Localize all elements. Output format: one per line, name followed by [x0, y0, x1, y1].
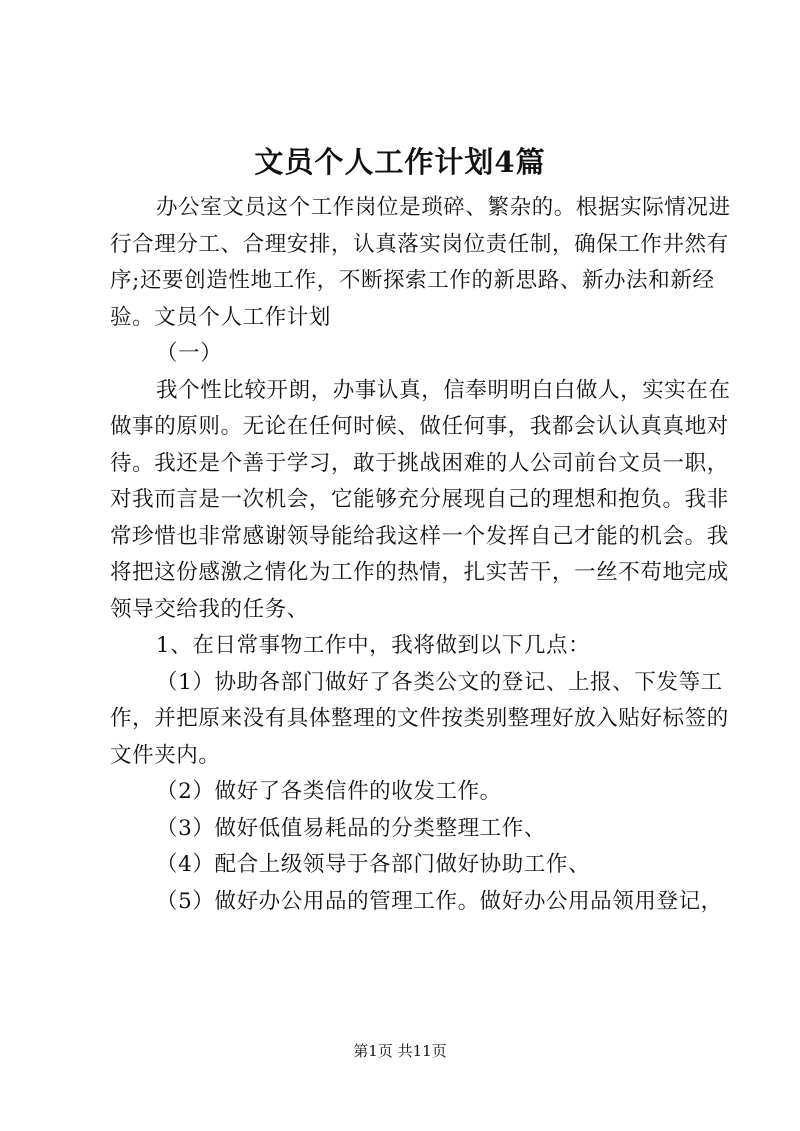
body-line: 作，并把原来没有具体整理的文件按类别整理好放入贴好标签的	[110, 706, 729, 731]
body-line: （3）做好低值易耗品的分类整理工作、	[156, 815, 546, 841]
body-line: 待。我还是个善于学习，敢于挑战困难的人公司前台文员一职，	[110, 450, 729, 476]
body-line: （2）做好了各类信件的收发工作。	[156, 779, 502, 804]
document-title: 文员个人工作计划4篇	[254, 145, 546, 179]
body-line: 将把这份感激之情化为工作的热情，扎实苦干，一丝不苟地完成	[110, 560, 729, 585]
body-line: （一）	[156, 341, 223, 366]
document-body	[110, 190, 731, 920]
body-line: 常珍惜也非常感谢领导能给我这样一个发挥自己才能的机会。我	[110, 523, 729, 549]
body-line: 对我而言是一次机会，它能够充分展现自己的理想和抱负。我非	[110, 487, 729, 512]
body-line: 序;还要创造性地工作，不断探索工作的新思路、新办法和新经	[110, 268, 715, 293]
body-line: 1、在日常事物工作中，我将做到以下几点：	[156, 633, 591, 658]
body-line: 验。文员个人工作计划	[110, 304, 332, 330]
body-line: （1）协助各部门做好了各类公文的登记、上报、下发等工	[156, 669, 723, 695]
body-line: 我个性比较开朗，办事认真，信奉明明白白做人，实实在在	[156, 377, 731, 403]
body-line: 办公室文员这个工作岗位是琐碎、繁杂的。根据实际情况进	[156, 195, 731, 220]
page-footer: 第1页 共11页	[353, 1042, 447, 1060]
body-line: 领导交给我的任务、	[110, 596, 309, 622]
body-line: 行合理分工、合理安排，认真落实岗位责任制，确保工作井然有	[110, 231, 729, 257]
body-line: 文件夹内。	[110, 742, 221, 768]
body-line: （5）做好办公用品的管理工作。做好办公用品领用登记，	[156, 888, 723, 914]
body-line: 做事的原则。无论在任何时候、做任何事，我都会认认真真地对	[110, 414, 729, 439]
body-line: （4）配合上级领导于各部门做好协助工作、	[156, 852, 591, 877]
